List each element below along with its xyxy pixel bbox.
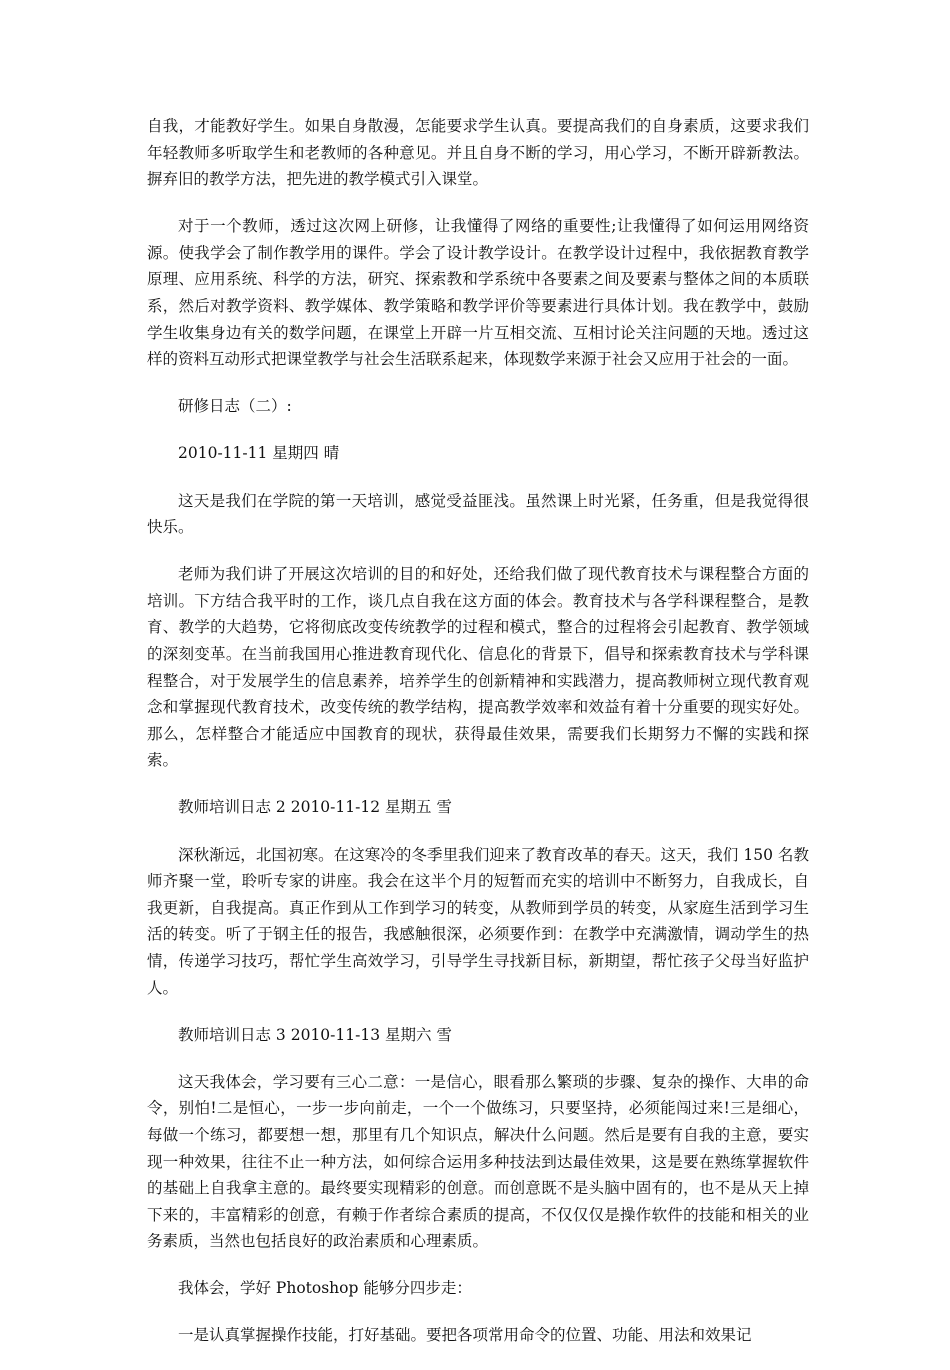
log-date-heading-2: 教师培训日志 2 2010-11-12 星期五 雪 <box>178 798 452 817</box>
paragraph-2: 对于一个教师，透过这次网上研修，让我懂得了网络的重要性;让我懂得了如何运用网络资源。使我学会了制作教学用的课件。学会了设计教学设计。在教学设计过程中，我依据教育教学原理、应用系统、科学的方法，研究、探索教和学系统中各要素之间及要素与整体之间的本质联系，然后对教学资料、教学媒体、教学策略和教学评价等要素进行具体计划。我在教学中，鼓励学生收集身边有关的数学问题，在课堂上开辟一片互相交流、互相讨论关注问题的天地。透过这样的资料互动形式把课堂教学与社会生活联系起来，体现数学来源于社会又应用于社会的一面。 <box>147 217 809 369</box>
paragraph-4: 老师为我们讲了开展这次培训的目的和好处，还给我们做了现代教育技术与课程整合方面的培训。下方结合我平时的工作，谈几点自我在这方面的体会。教育技术与各学科课程整合，是教育、教学的大趋势，它将彻底改变传统教学的过程和模式，整合的过程将会引起教育、教学领域的深刻变革。在当前我国用心推进教育现代化、信息化的背景下，倡导和探索教育技术与学科课程整合，对于发展学生的信息素养，培养学生的创新精神和实践潜力，提高教师树立现代教育观念和掌握现代教育技术，改变传统的教学结构，提高教学效率和效益有着十分重要的现实好处。那么，怎样整合才能适应中国教育的现状，获得最佳效果，需要我们长期努力不懈的实践和探索。 <box>147 565 809 770</box>
document-body <box>147 113 809 1370</box>
paragraph-6: 这天我体会，学习要有三心二意：一是信心，眼看那么繁琐的步骤、复杂的操作、大串的命令，别怕!二是恒心，一步一步向前走，一个一个做练习，只要坚持，必须能闯过来!三是细心，每做一个练习，都要想一想，那里有几个知识点，解决什么问题。然后是要有自我的主意，要实现一种效果，往往不止一种方法，如何综合运用多种技法到达最佳效果，这是要在熟练掌握软件的基础上自我拿主意的。最终要实现精彩的创意。而创意既不是头脑中固有的，也不是从天上掉下来的，丰富精彩的创意，有赖于作者综合素质的提高，不仅仅仅是操作软件的技能和相关的业务素质，当然也包括良好的政治素质和心理素质。 <box>147 1072 809 1251</box>
paragraph-1: 自我，才能教好学生。如果自身散漫，怎能要求学生认真。要提高我们的自身素质，这要求我们年轻教师多听取学生和老教师的各种意见。并且自身不断的学习，用心学习，不断开辟新教法。摒弃旧的教学方法，把先进的教学模式引入课堂。 <box>147 117 809 189</box>
paragraph-8: 一是认真掌握操作技能，打好基础。要把各项常用命令的位置、功能、用法和效果记 <box>178 1326 752 1345</box>
paragraph-7: 我体会，学好 Photoshop 能够分四步走： <box>178 1279 472 1298</box>
paragraph-3: 这天是我们在学院的第一天培训，感觉受益匪浅。虽然课上时光紧，任务重，但是我觉得很快乐。 <box>147 491 809 537</box>
paragraph-5: 深秋渐远，北国初寒。在这寒冷的冬季里我们迎来了教育改革的春天。这天，我们 150 名教师齐聚一堂，聆听专家的讲座。我会在这半个月的短暂而充实的培训中不断努力，自我成长，自我更新，自我提高。真正作到从工作到学习的转变，从教师到学员的转变，从家庭生活到学习生活的转变。听了于钢主任的报告，我感触很深，必须要作到：在教学中充满激情，调动学生的热情，传递学习技巧，帮忙学生高效学习，引导学生寻找新目标，新期望，帮忙孩子父母当好监护人。 <box>147 845 809 997</box>
log-date-heading-3: 教师培训日志 3 2010-11-13 星期六 雪 <box>178 1025 452 1044</box>
section-heading-research-log-2: 研修日志（二）: <box>178 397 292 416</box>
log-date-heading-1: 2010-11-11 星期四 晴 <box>178 444 340 463</box>
